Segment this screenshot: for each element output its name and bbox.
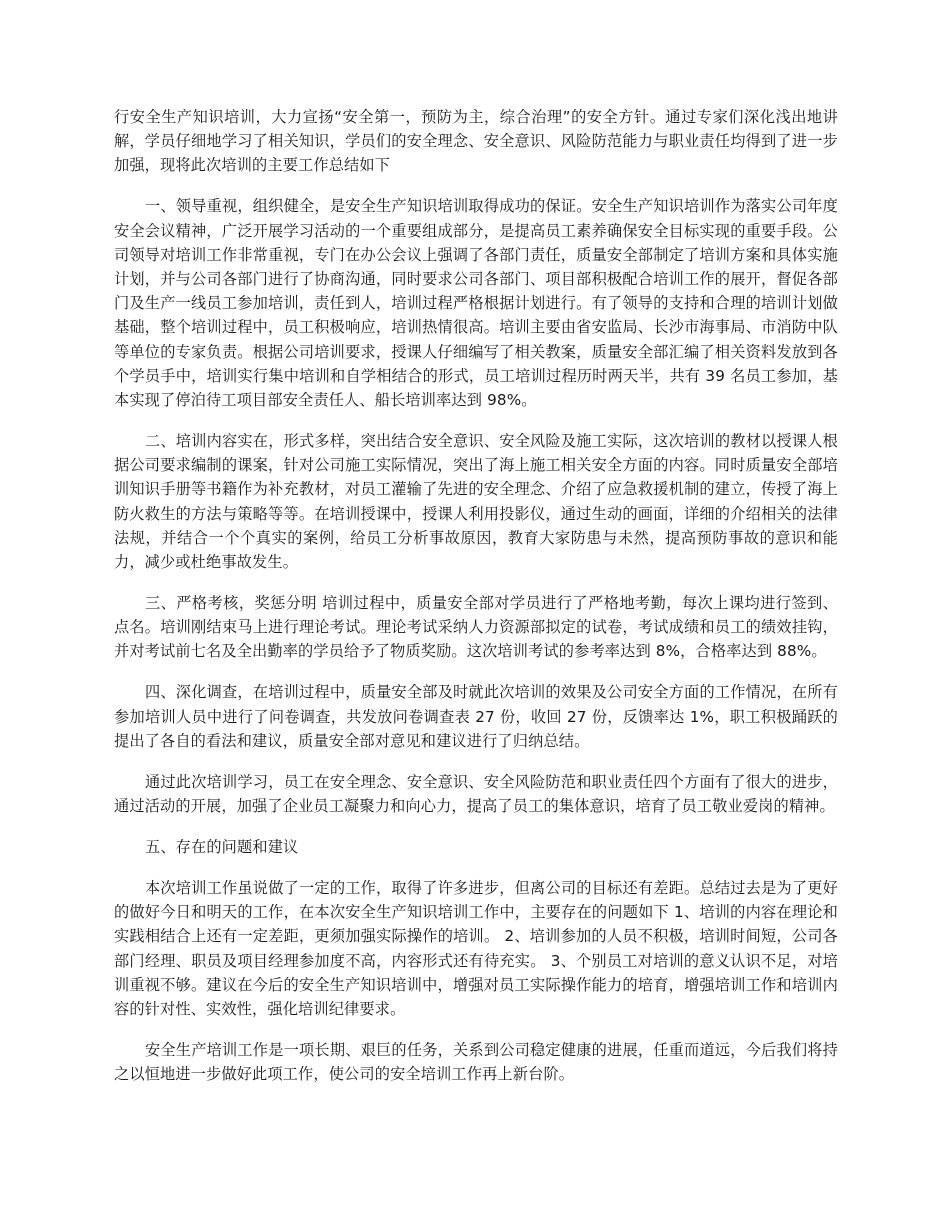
paragraph-section-1-leadership: 一、领导重视，组织健全，是安全生产知识培训取得成功的保证。安全生产知识培训作为落实公司年度安全会议精神，广泛开展学习活动的一个重要组成部分，是提高员工素养确保安全目标实现的重要手段。公司领导对培训工作非常重视，专门在办公会议上强调了各部门责任，质量安全部制定了培训方案和具体实施计划，并与公司各部门进行了协商沟通，同时要求公司各部门、项目部积极配合培训工作的展开，督促各部门及生产一线员工参加培训，责任到人，培训过程严格根据计划进行。有了领导的支持和合理的培训计划做基础，整个培训过程中，员工积极响应，培训热情很高。培训主要由省安监局、长沙市海事局、市消防中队等单位的专家负责。根据公司培训要求，授课人仔细编写了相关教案，质量安全部汇编了相关资料发放到各个学员手中，培训实行集中培训和自学相结合的形式，员工培训过程历时两天半，共有 39 名员工参加，基本实现了停泊待工项目部安全责任人、船长培训率达到 98%。 [114, 197, 838, 410]
paragraph-problems-suggestions: 本次培训工作虽说做了一定的工作，取得了许多进步，但离公司的目标还有差距。总结过去是为了更好的做好今日和明天的工作，在本次安全生产知识培训工作中，主要存在的问题如下 1、培训的内容在理论和实践相结合上还有一定差距，更须加强实际操作的培训。 2、培训参加的人员不积极，培训时间短，公司各部门经理、职员及项目经理参加度不高，内容形式还有待充实。 3、个别员工对培训的意义认识不足，对培训重视不够。建议在今后的安全生产知识培训中，增强对员工实际操作能力的培育，增强培训工作和培训内容的针对性、实效性，强化培训纪律要求。 [114, 879, 838, 1019]
paragraph-summary: 通过此次培训学习，员工在安全理念、安全意识、安全风险防范和职业责任四个方面有了很大的进步，通过活动的开展，加强了企业员工凝聚力和向心力，提高了员工的集体意识，培育了员工敬业爱岗的精神。 [114, 772, 838, 816]
paragraph-intro: 行安全生产知识培训，大力宣扬“安全第一，预防为主，综合治理”的安全方针。通过专家们深化浅出地讲解，学员仔细地学习了相关知识，学员们的安全理念、安全意识、风险防范能力与职业责任均得到了进一步加强，现将此次培训的主要工作总结如下 [114, 108, 838, 175]
section-5-heading: 五、存在的问题和建议 [145, 838, 299, 857]
paragraph-section-3-assessment: 三、严格考核，奖惩分明 培训过程中，质量安全部对学员进行了严格地考勤，每次上课均进行签到、点名。培训刚结束马上进行理论考试。理论考试采纳人力资源部拟定的试卷，考试成绩和员工的绩效挂钩，并对考试前七名及全出勤率的学员给予了物质奖励。这次培训考试的参考率达到 8%，合格率达到 88%。 [114, 594, 838, 661]
paragraph-section-2-content: 二、培训内容实在，形式多样，突出结合安全意识、安全风险及施工实际，这次培训的教材以授课人根据公司要求编制的课案，针对公司施工实际情况，突出了海上施工相关安全方面的内容。同时质量安全部培训知识手册等书籍作为补充教材，对员工灌输了先进的安全理念、介绍了应急救援机制的建立，传授了海上防火救生的方法与策略等等。在培训授课中，授课人利用投影仪，通过生动的画面，详细的介绍相关的法律法规，并结合一个个真实的案例，给员工分析事故原因，教育大家防患与未然，提高预防事故的意识和能力，减少或杜绝事故发生。 [114, 432, 838, 572]
document-body [114, 105, 838, 1103]
paragraph-section-4-survey: 四、深化调查，在培训过程中，质量安全部及时就此次培训的效果及公司安全方面的工作情况，在所有参加培训人员中进行了问卷调查，共发放问卷调查表 27 份，收回 27 份，反馈率达 1%，职工积极踊跃的提出了各自的看法和建议，质量安全部对意见和建议进行了归纳总结。 [114, 683, 838, 750]
paragraph-conclusion: 安全生产培训工作是一项长期、艰巨的任务，关系到公司稳定健康的进展，任重而道远，今后我们将持之以恒地进一步做好此项工作，使公司的安全培训工作再上新台阶。 [114, 1041, 838, 1084]
